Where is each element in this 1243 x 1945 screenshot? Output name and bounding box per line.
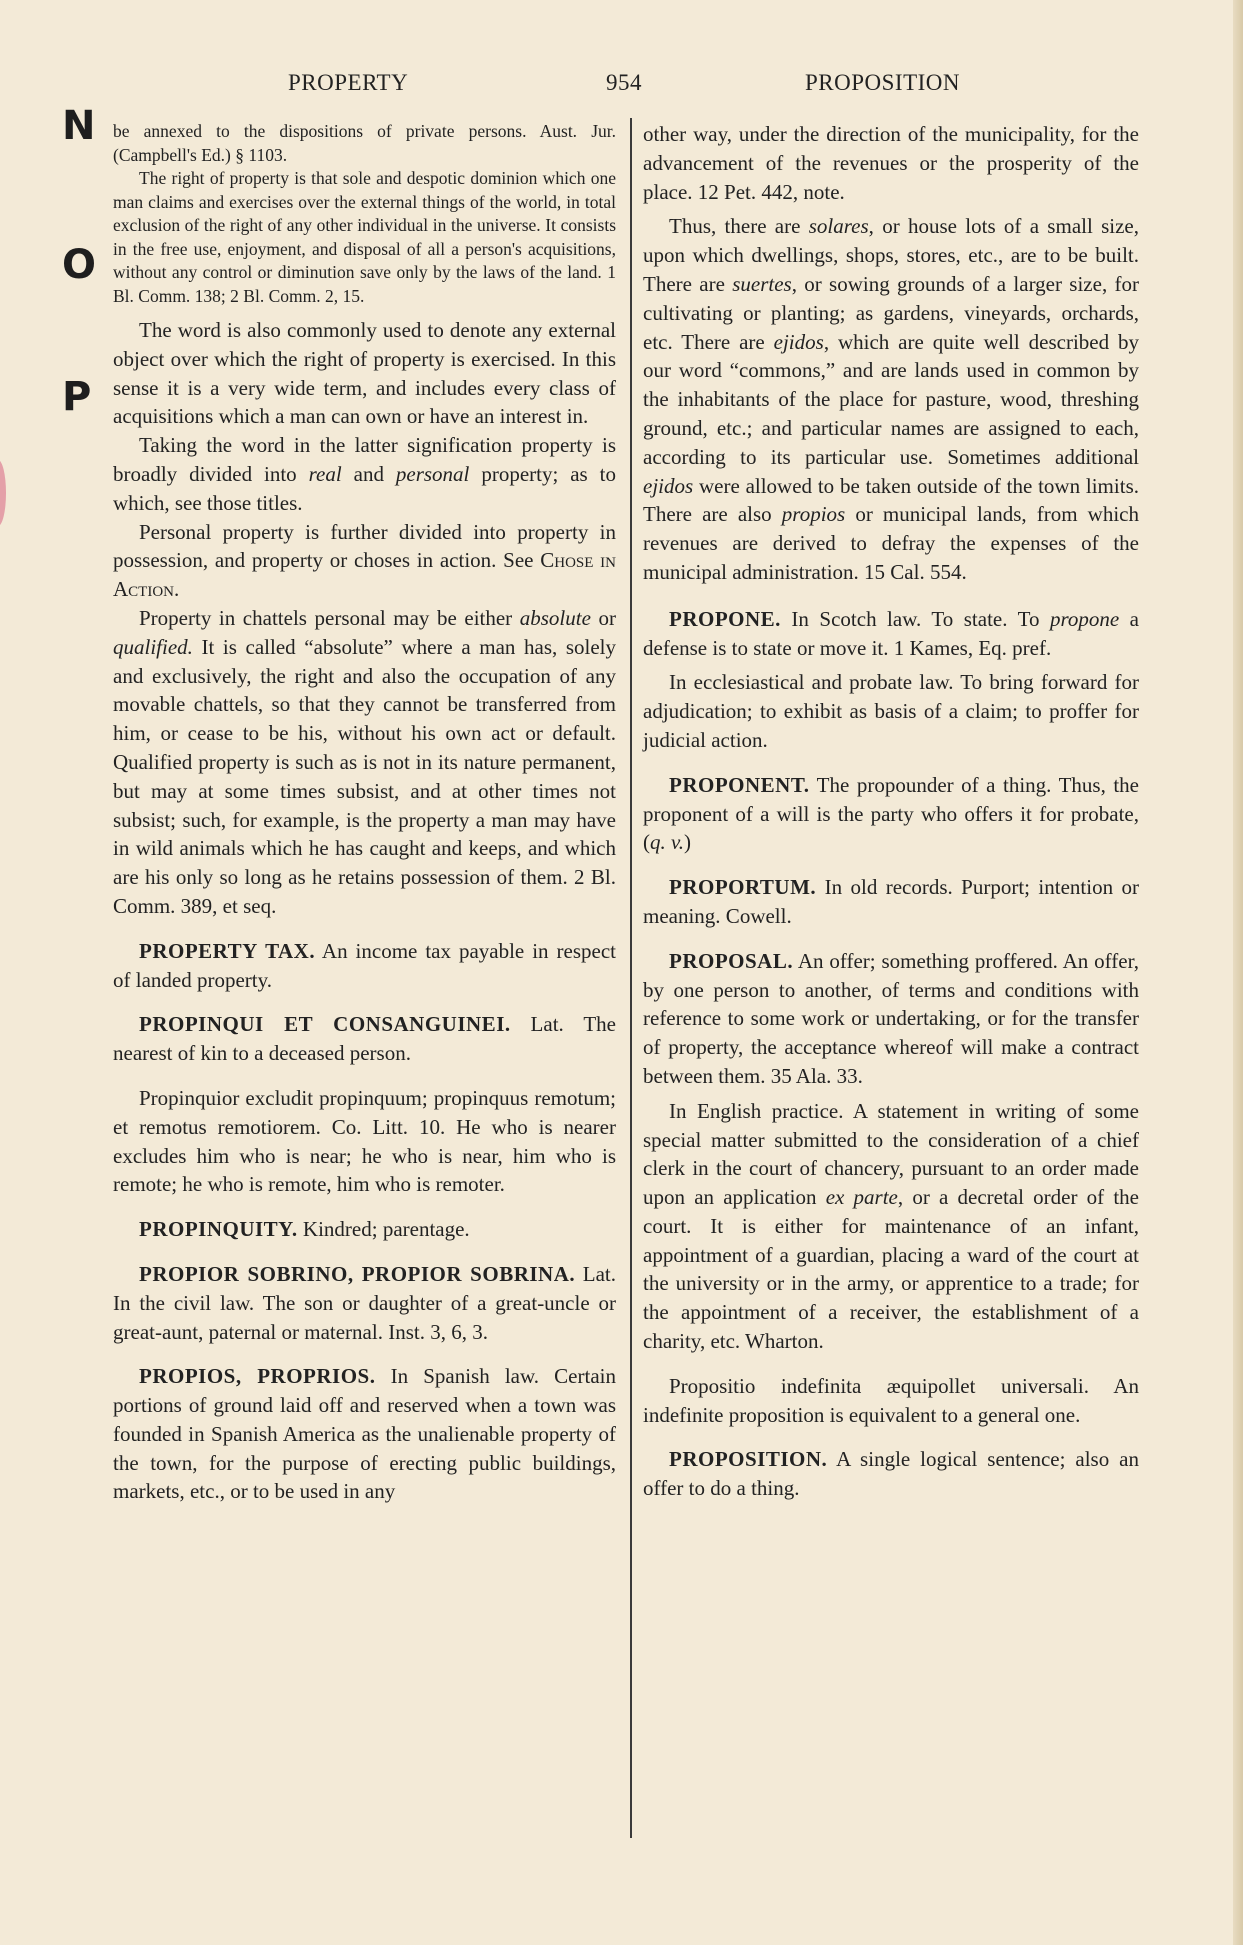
entry-proposal: PROPOSAL. An offer; something proffered. An offer, by one person to another, of terms and conditions with reference to some work or undertaking, or for the transfer of property, the acceptance whereof will make a contract between them. 35 Ala. 33. xyxy=(643,948,1139,1088)
entry-proponent: PROPONENT. The propounder of a thing. Thus, the proponent of a will is the party who offers it for probate, (q. v.) xyxy=(643,772,1139,855)
entry-propinquity: PROPINQUITY. Kindred; parentage. xyxy=(139,1217,470,1242)
entry-proportum: PROPORTUM. In old records. Purport; intention or meaning. Cowell. xyxy=(643,875,1139,928)
entry-paragraph: Personal property is further divided into property in possession, and property or choses in action. See Chose in Action. xyxy=(113,519,616,602)
entry-proposition: PROPOSITION. A single logical sentence; also an offer to do a thing. xyxy=(643,1447,1139,1501)
cross-reference-link[interactable]: q. v. xyxy=(650,830,685,855)
headword: PROPOSAL. xyxy=(669,948,794,973)
entry-propositio-maxim: Propositio indefinita æquipollet universali. An indefinite proposition is equivalent to a general one. xyxy=(643,1373,1139,1427)
entry-propinquior-maxim: Propinquior excludit propinquum; propinquus remotum; et remotus remotiorem. Co. Litt. 10. He who is nearer excludes him who is near; he who is near, him who is remote; he who is remote, him who is remoter. xyxy=(113,1085,616,1197)
entry-continuation: be annexed to the dispositions of private persons. Aust. Jur. (Campbell's Ed.) § 1103. xyxy=(113,121,616,165)
page-edge-shadow xyxy=(1233,0,1243,1945)
page-number: 954 xyxy=(606,70,642,95)
headword: PROPIOR SOBRINO, PROPIOR SOBRINA. xyxy=(139,1261,576,1286)
thumb-index-p[interactable]: P xyxy=(62,374,92,420)
entry-propone: PROPONE. In Scotch law. To state. To propone a defense is to state or move it. 1 Kames, Eq. pref. xyxy=(643,606,1139,660)
entry-paragraph: In English practice. A statement in writing of some special matter submitted to the consideration of a chief clerk in the court of chancery, pursuant to an order made upon an application ex parte, or a decretal order of the court. It is either for maintenance of an infant, appointment of a guardian, placing a ward of the court at the university or in the army, or apprentice to a trade; for the appointment of a receiver, the establishment of a charity, etc. Wharton. xyxy=(643,1098,1139,1354)
thumb-index-n[interactable]: N xyxy=(62,103,96,149)
entry-property-tax: PROPERTY TAX. An income tax payable in respect of landed property. xyxy=(113,938,616,992)
left-column xyxy=(113,120,616,1506)
column-rule xyxy=(630,118,632,1838)
thumb-index-o[interactable]: O xyxy=(62,242,97,288)
entry-propios: PROPIOS, PROPRIOS. In Spanish law. Certain portions of ground laid off and reserved when a town was founded in Spanish America as the unalienable property of the town, for the purpose of erecting public buildings, markets, etc., or to be used in any xyxy=(113,1364,616,1504)
headword: PROPONE. xyxy=(669,606,781,631)
entry-paragraph: Taking the word in the latter signification property is broadly divided into real and personal property; as to which, see those titles. xyxy=(113,433,617,515)
page-edge-mark xyxy=(0,460,6,526)
entry-paragraph: The right of property is that sole and despotic dominion which one man claims and exercises over the external things of the world, in total exclusion of the right of any other individual in the universe. It consists in the free use, enjoyment, and disposal of all a person's acquisitions, without any control or diminution save only by the laws of the land. 1 Bl. Comm. 138; 2 Bl. Comm. 2, 15. xyxy=(113,168,616,306)
headword: PROPIOS, PROPRIOS. xyxy=(139,1364,376,1389)
entry-paragraph: Property in chattels personal may be either absolute or qualified. It is called “absolute” where a man has, solely and exclusively, the right and also the occupation of any movable chattels, so that they cannot be transferred from him, or cease to be his, without his own act or default. Qualified property is such as is not in its nature permanent, but may at some times subsist, and at other times not subsist; such, for example, is the property a man may have in wild animals which he has caught and keeps, and which are his only so long as he retains possession of them. 2 Bl. Comm. 389, et seq. xyxy=(113,605,616,918)
headword: PROPINQUITY. xyxy=(139,1217,298,1242)
running-head-left: PROPERTY xyxy=(288,70,409,95)
headword: PROPOSITION. xyxy=(669,1447,828,1472)
headword: PROPERTY TAX. xyxy=(139,938,316,963)
entry-propior: PROPIOR SOBRINO, PROPIOR SOBRINA. Lat. In the civil law. The son or daughter of a great-uncle or great-aunt, paternal or maternal. Inst. 3, 6, 3. xyxy=(113,1261,616,1344)
entry-continuation: other way, under the direction of the municipality, for the advancement of the revenues or the prosperity of the place. 12 Pet. 442, note. xyxy=(643,122,1139,204)
entry-paragraph: The word is also commonly used to denote any external object over which the right of property is exercised. In this sense it is a very wide term, and includes every class of acquisitions which a man can own or have an interest in. xyxy=(113,318,616,429)
entry-paragraph: In ecclesiastical and probate law. To bring forward for adjudication; to exhibit as basis of a claim; to proffer for judicial action. xyxy=(643,670,1139,752)
headword: PROPONENT. xyxy=(669,772,810,797)
headword: PROPINQUI ET CONSANGUINEI. xyxy=(139,1012,511,1037)
entry-paragraph: Thus, there are solares, or house lots of a small size, upon which dwellings, shops, stores, etc., are to be built. There are suertes, or sowing grounds of a larger size, for cultivating or planting; as gardens, vineyards, orchards, etc. There are ejidos, which are quite well described by our word “commons,” and are lands used in common by the inhabitants of the place for pasture, wood, threshing ground, etc.; and particular names are assigned to each, according to its particular use. Sometimes additional ejidos were allowed to be taken outside of the town limits. There are also propios or municipal lands, from which revenues are derived to defray the expenses of the municipal administration. 15 Cal. 554. xyxy=(643,214,1139,584)
headword: PROPORTUM. xyxy=(669,875,817,900)
running-head xyxy=(0,70,1243,100)
right-column xyxy=(643,120,1139,1503)
running-head-right: PROPOSITION xyxy=(805,70,961,95)
cross-reference-link[interactable]: Chose in Action xyxy=(113,548,616,602)
entry-propinqui: PROPINQUI ET CONSANGUINEI. Lat. The nearest of kin to a deceased person. xyxy=(113,1012,616,1066)
